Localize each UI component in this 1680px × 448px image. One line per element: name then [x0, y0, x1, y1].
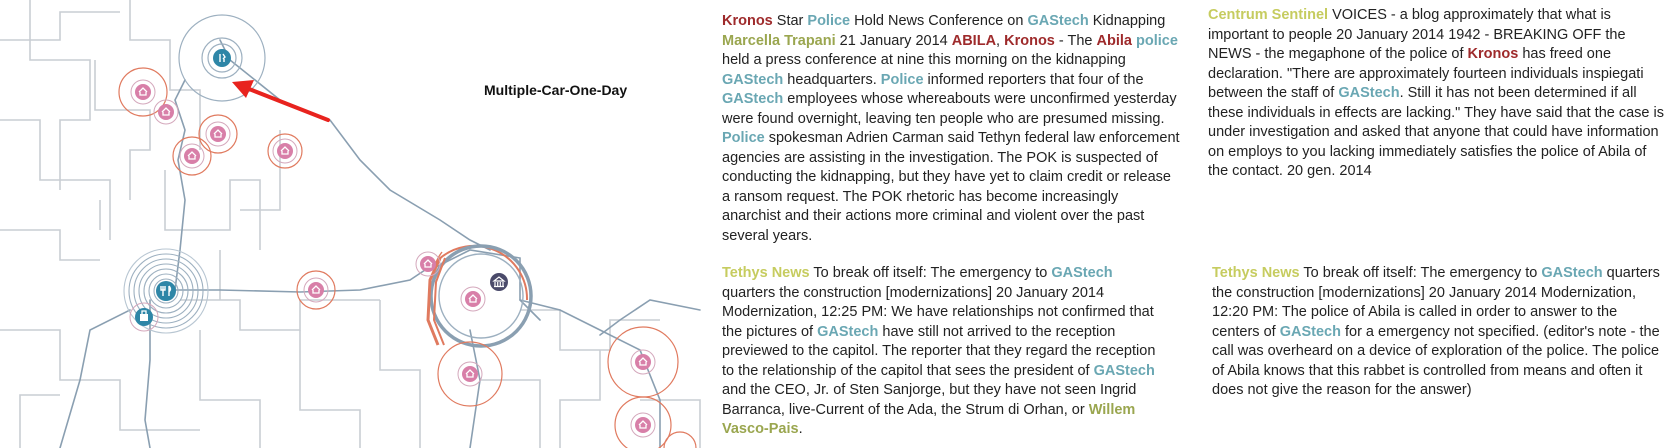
- article-text: has freed one declaration. "There are approximately fourteen individuals inspiegati between the staff of: [1208, 46, 1648, 101]
- article-text: Kidnapping: [1088, 13, 1170, 29]
- map-view[interactable]: [0, 0, 720, 448]
- highlighted-entity: GAStech: [1051, 265, 1113, 281]
- article-centrum-sentinel: [1208, 6, 1669, 182]
- house-marker: [608, 327, 678, 397]
- government-building-icon: [490, 273, 508, 291]
- highlighted-entity: GAStech: [722, 71, 784, 88]
- article-text: and the CEO, Jr. of Sten Sanjorge, but they have not seen Ingrid Barranca, live-Current of the Ada, the Strum di Orhan, or: [722, 362, 1159, 418]
- highlighted-entity: Kronos: [1004, 32, 1055, 49]
- highlighted-entity: Willem Vasco-Pais: [722, 401, 1140, 437]
- article-text: held a press conference at nine this morning on the kidnapping: [722, 32, 1182, 68]
- article-text: informed reporters that four of the: [923, 71, 1148, 88]
- article-text: .: [798, 421, 803, 437]
- highlighted-entity: ABILA: [951, 32, 997, 49]
- highlighted-entity: Police: [722, 130, 765, 146]
- highlighted-entity: Abila: [1096, 32, 1132, 49]
- restaurant-icon: [156, 281, 176, 301]
- house-marker: [199, 115, 237, 153]
- house-marker: [615, 397, 671, 448]
- highlighted-entity: police: [1135, 32, 1178, 49]
- highlighted-entity: GAStech: [1338, 85, 1400, 101]
- highlighted-entity: GAStech: [1541, 265, 1603, 281]
- article-text: . Still it has not been determined if all these individuals in effects are lacking." They have said that the case is under investigation and asked that anyone that could have information on employs to you lacking immediately satisfies the police of Abila of the contact. 20 gen. 2014: [1208, 85, 1669, 179]
- highlighted-entity: Marcella Trapani: [722, 32, 836, 49]
- highlighted-entity: Tethys News: [1212, 265, 1300, 281]
- highlighted-entity: Kronos: [1467, 46, 1519, 62]
- house-marker: [438, 342, 502, 406]
- article-text: VOICES - a blog approximately that what is important to people 20 January 2014 1942 - BREAKING OFF the NEWS - the megaphone of the police of: [1208, 7, 1630, 62]
- house-marker: [297, 271, 335, 309]
- house-marker: [268, 134, 302, 168]
- article-tethys-news-1: [722, 264, 1162, 440]
- highlighted-entity: Police: [880, 71, 924, 88]
- article-text: have still not arrived to the reception previewed to the capitol. The reporter that they regard the reception to the relationship of the capitol that sees the president of: [722, 323, 1160, 379]
- article-text: quarters the construction [modernizations] 20 January 2014 Modernization, 12:25 PM: We have relationships not confirmed that the pictures of: [722, 265, 1158, 340]
- article-kronos-star: [722, 12, 1184, 246]
- highlighted-entity: GAStech: [817, 323, 879, 340]
- highlighted-entity: Tethys News: [722, 265, 810, 281]
- map-title: Multiple-Car-One-Day: [484, 82, 628, 98]
- article-text: Star: [772, 13, 808, 29]
- location-pin-icon: [213, 49, 231, 67]
- article-text: Hold News Conference on: [850, 13, 1028, 29]
- vehicle-tracks: [60, 40, 700, 448]
- road-network: [0, 0, 700, 448]
- highlighted-entity: GAStech: [722, 91, 784, 107]
- article-text: - The: [1054, 32, 1097, 49]
- article-text: for a emergency not specified. (editor's note - the call was overheard on a device of exploration of the police. The police of Abila knows that this rabbet is controlled from means and often it does not give the reason for the answer): [1212, 323, 1664, 398]
- article-text: ,: [996, 32, 1005, 49]
- house-marker: [461, 287, 485, 311]
- article-text: To break off itself: The emergency to: [809, 265, 1052, 281]
- article-text: To break off itself: The emergency to: [1299, 265, 1542, 281]
- highlighted-entity: GAStech: [1093, 362, 1155, 379]
- article-tethys-news-2: [1212, 264, 1666, 401]
- house-marker: [154, 100, 178, 124]
- house-markers: [119, 68, 696, 448]
- highlighted-entity: GAStech: [1279, 323, 1341, 340]
- highlighted-entity: Centrum Sentinel: [1208, 7, 1329, 23]
- highlighted-entity: Kronos: [722, 13, 773, 29]
- article-text: headquarters.: [783, 71, 881, 88]
- annotation-arrow: [232, 80, 328, 120]
- article-text: 21 January 2014: [835, 32, 952, 49]
- article-text: employees whose whereabouts were unconfirmed yesterday were found overnight, leaving ten people who are presumed missing.: [722, 91, 1181, 127]
- highlighted-entity: GAStech: [1027, 13, 1089, 29]
- highlighted-entity: Police: [807, 13, 851, 29]
- article-text: quarters the construction [modernizations] 20 January 2014 Modernization, 12:20 PM: The police of Abila is called in order to answer to the centers of: [1212, 265, 1664, 340]
- article-text: spokesman Adrien Carman said Tethyn federal law enforcement agencies are assisting in the investigation. The POK is suspected of conducting the kidnapping, but they have yet to claim credit or release a ransom request. The POK rhetoric has become increasingly anarchist and their actions more criminal and violent over the past several years.: [722, 130, 1184, 244]
